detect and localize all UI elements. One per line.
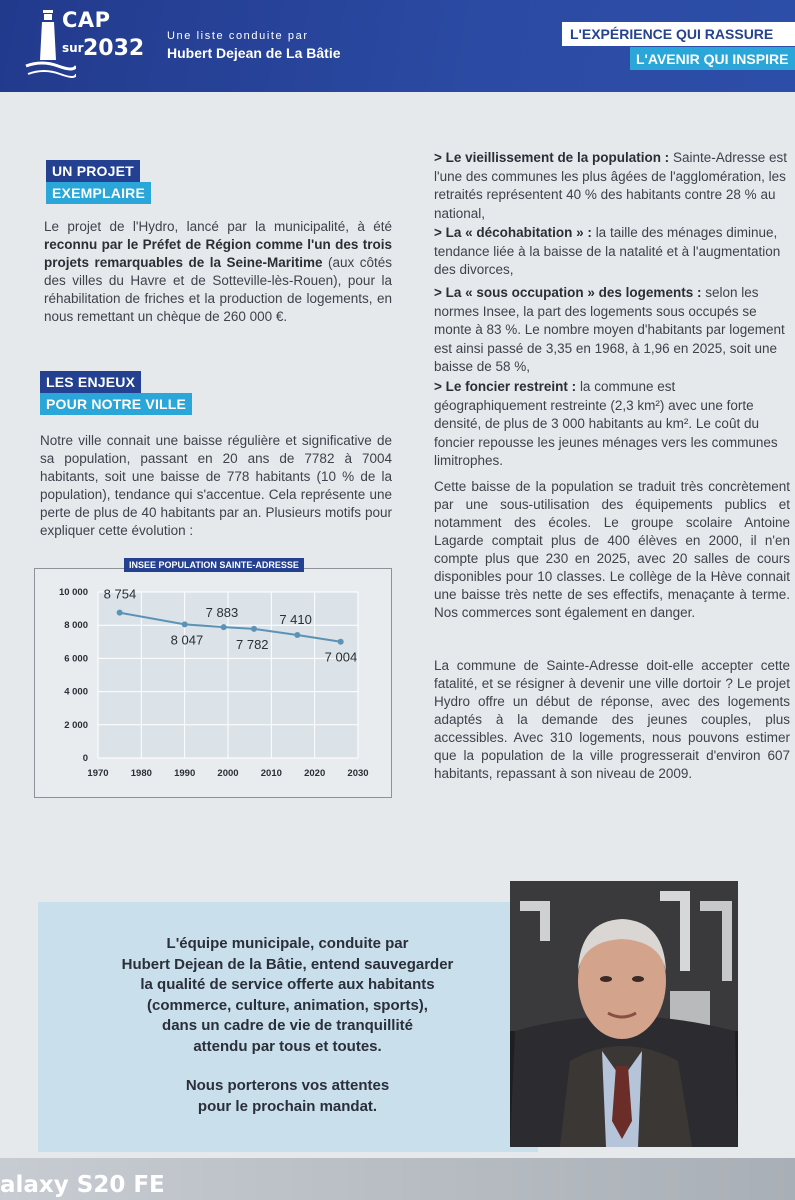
data-point: [294, 632, 300, 638]
projet-paragraph: [44, 218, 392, 326]
section-title-enjeux: [40, 371, 192, 415]
bullet-lead: > La « décohabitation » :: [434, 225, 592, 240]
section-title-line2: EXEMPLAIRE: [46, 182, 151, 204]
conclusion-line: la qualité de service offerte aux habitants: [140, 976, 435, 993]
bullet-lead: > Le vieillissement de la population :: [434, 150, 670, 165]
population-line-chart: [34, 568, 392, 798]
data-point: [221, 624, 227, 630]
bullet-decohabitation: [434, 224, 789, 280]
header-banner: [0, 0, 795, 92]
logo-sur-text: sur: [62, 41, 84, 55]
data-label: 7 782: [236, 636, 269, 652]
slogan-experience: L'EXPÉRIENCE QUI RASSURE: [562, 22, 795, 46]
x-tick-label: 2000: [217, 768, 239, 779]
bullet-body: la taille des ménages diminue, tendance liée à la baisse de la natalité et à l'augmentation des divorces,: [434, 225, 781, 277]
data-label: 7 883: [205, 605, 239, 621]
bullet-foncier: [434, 378, 789, 471]
conclusion-line: attendu par tous et toutes.: [193, 1037, 382, 1055]
bullet-lead: > La « sous occupation » des logements :: [434, 285, 702, 300]
device-watermark: alaxy S20 FE: [0, 1172, 165, 1198]
x-tick-label: 2020: [304, 768, 326, 779]
y-tick-label: 2 000: [64, 719, 88, 731]
tagline-subtitle: Une liste conduite par: [167, 30, 309, 42]
conclusion-line: L'équipe municipale, conduite par: [166, 935, 409, 952]
data-point: [338, 639, 344, 645]
data-label: 7 410: [279, 611, 312, 627]
logo-year-text: 2032: [83, 36, 145, 61]
y-tick-label: 0: [82, 753, 88, 764]
bullet-sous-occupation: [434, 284, 789, 377]
portrait-illustration: [510, 881, 738, 1147]
data-point: [251, 626, 257, 632]
data-point: [117, 610, 123, 616]
bullet-body: selon les normes Insee, la part des logements sous occupés se monte à 83 %. Le nombre moyen d'habitants par logement est ainsi passé de 3,35 en 1968, à 1,96 en 2025, soit une baisse de 58 %,: [434, 285, 785, 374]
section-title-line1: UN PROJET: [46, 160, 140, 182]
conclusion-line: dans un cadre de vie de tranquillité: [162, 1017, 413, 1034]
data-point: [182, 621, 188, 627]
y-tick-label: 6 000: [64, 653, 88, 665]
y-tick-label: 4 000: [64, 686, 88, 698]
promise-line: pour le prochain mandat.: [197, 1097, 378, 1115]
x-tick-label: 1980: [130, 768, 152, 779]
enjeux-paragraph: Notre ville connait une baisse régulière et significative de sa population, passant en 20 ans de 7782 à 7004 habitants, soit une baisse de 778 habitants (10 % de la population), tendance qui s'accentue. Cela représente une perte de plus de 40 habitants par an. Plusieurs motifs pour expliquer cette évolution :: [40, 433, 392, 538]
chart-title: INSEE POPULATION SAINTE-ADRESSE: [124, 558, 304, 572]
bullet-body: la commune est géographiquement restreinte (2,3 km²) avec une forte densité, de plus de 3 000 habitants au km². Le coût du foncier repousse les jeunes ménages vers les communes limitrophes.: [434, 379, 778, 468]
logo-cap-text: CAP: [62, 8, 111, 32]
section-title-line2: POUR NOTRE VILLE: [40, 393, 192, 415]
promise-line: Nous porterons vos attentes: [185, 1077, 390, 1094]
right-paragraph-2: La commune de Sainte-Adresse doit-elle accepter cette fatalité, et se résigner à devenir une ville dortoir ? Le projet Hydro offre un début de réponse, avec des logements adaptés à la demande des jeunes couples, plus accessibles. Avec 310 logements, nous pouvons estimer que la population de la ville progresserait d'environ 607 habitants, repassant à son niveau de 2009.: [434, 658, 790, 781]
data-label: 8 047: [170, 632, 204, 648]
x-tick-label: 2010: [260, 768, 282, 779]
projet-text-bold: reconnu par le Préfet de Région comme l'un des trois projets remarquables de la Seine-Maritime: [44, 237, 392, 270]
slogan-avenir: L'AVENIR QUI INSPIRE: [630, 47, 795, 70]
bullet-lead: > Le foncier restreint :: [434, 379, 577, 394]
data-label: 8 754: [103, 586, 137, 602]
section-title-projet: [46, 160, 151, 204]
y-tick-label: 10 000: [58, 587, 88, 598]
tagline-candidate-name: Hubert Dejean de La Bâtie: [167, 45, 341, 61]
bullet-body: Sainte-Adresse est l'une des communes les plus âgées de l'agglomération, les retraités représentent 40 % des habitants contre 28 % au national,: [434, 150, 788, 221]
x-tick-label: 1990: [174, 768, 196, 779]
projet-text-2: (aux côtés des villes du Havre et de Sotteville-lès-Rouen), pour la réhabilitation de friches et la production de logements, en nous remettant un chèque de 260 000 €.: [44, 255, 392, 324]
section-title-line1: LES ENJEUX: [40, 371, 141, 393]
right-paragraph-1: Cette baisse de la population se traduit très concrètement par une sous-utilisation des équipements publics et notamment des écoles. Le groupe scolaire Antoine Lagarde comptait plus de 400 élèves en 2000, il n'en compte plus que 230 en 2025, avec 20 salles de cours disponibles pour 10 classes. Le collège de la Hève connait une baisse très nette de ses effectifs, menaçante à terme. Nos commerces sont également en danger.: [434, 479, 790, 620]
x-tick-label: 1970: [87, 768, 109, 779]
projet-text-1: Le projet de l'Hydro, lancé par la municipalité, à été: [44, 219, 392, 234]
y-tick-label: 8 000: [64, 620, 88, 632]
candidate-portrait-photo: [510, 881, 738, 1147]
conclusion-statement: [60, 934, 515, 1057]
conclusion-promise: [60, 1076, 515, 1117]
bullet-vieillissement: [434, 149, 789, 223]
conclusion-line: Hubert Dejean de la Bâtie, entend sauvegarder: [121, 955, 454, 973]
x-tick-label: 2030: [347, 768, 369, 779]
data-label: 7 004: [324, 649, 358, 665]
conclusion-line: (commerce, culture, animation, sports),: [147, 996, 428, 1014]
